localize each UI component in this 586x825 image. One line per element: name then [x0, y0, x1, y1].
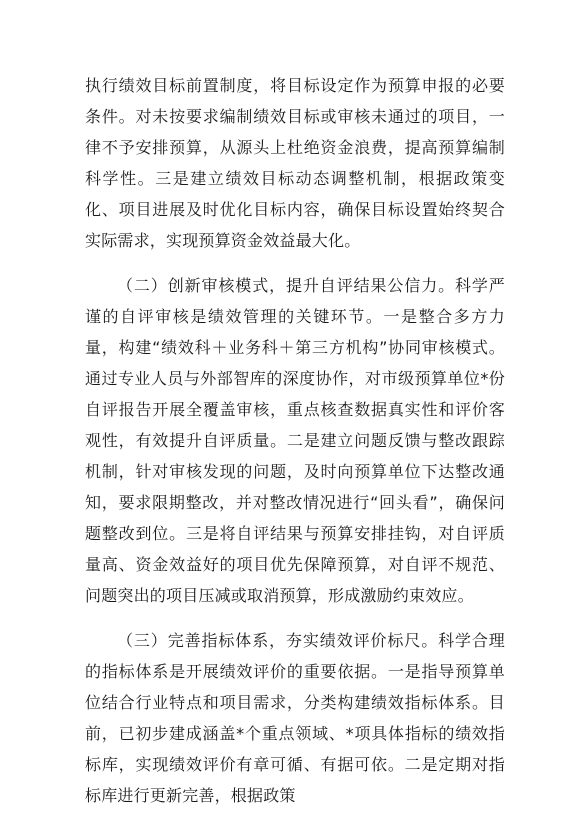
paragraph-1: 执行绩效目标前置制度，将目标设定作为预算申报的必要条件。对未按要求编制绩效目标或审核未通过的项目，一律不予安排预算，从源头上杜绝资金浪费，提高预算编制科学性。三是建立绩效目标动态调整机制，根据政策变化、项目进展及时优化目标内容，确保目标设置始终契合实际需求，实现预算资金效益最大化。 — [85, 76, 505, 250]
document-body — [85, 70, 505, 825]
paragraph-2: （二）创新审核模式，提升自评结果公信力。科学严谨的自评审核是绩效管理的关键环节。一是整合多方力量，构建“绩效科＋业务科＋第三方机构”协同审核模式。通过专业人员与外部智库的深度协作，对市级预算单位*份自评报告开展全覆盖审核，重点核查数据真实性和评价客观性，有效提升自评质量。二是建立问题反馈与整改跟踪机制，针对审核发现的问题，及时向预算单位下达整改通知，要求限期整改，并对整改情况进行“回头看”，确保问题整改到位。三是将自评结果与预算安排挂钩，对自评质量高、资金效益好的项目优先保障预算，对自评不规范、问题突出的项目压减或取消预算，形成激励约束效应。 — [85, 276, 505, 605]
paragraph-3: （三）完善指标体系，夯实绩效评价标尺。科学合理的指标体系是开展绩效评价的重要依据。一是指导预算单位结合行业特点和项目需求，分类构建绩效指标体系。目前，已初步建成涵盖*个重点领域、*项具体指标的绩效指标库，实现绩效评价有章可循、有据可依。二是定期对指标库进行更新完善，根据政策 — [85, 631, 505, 805]
